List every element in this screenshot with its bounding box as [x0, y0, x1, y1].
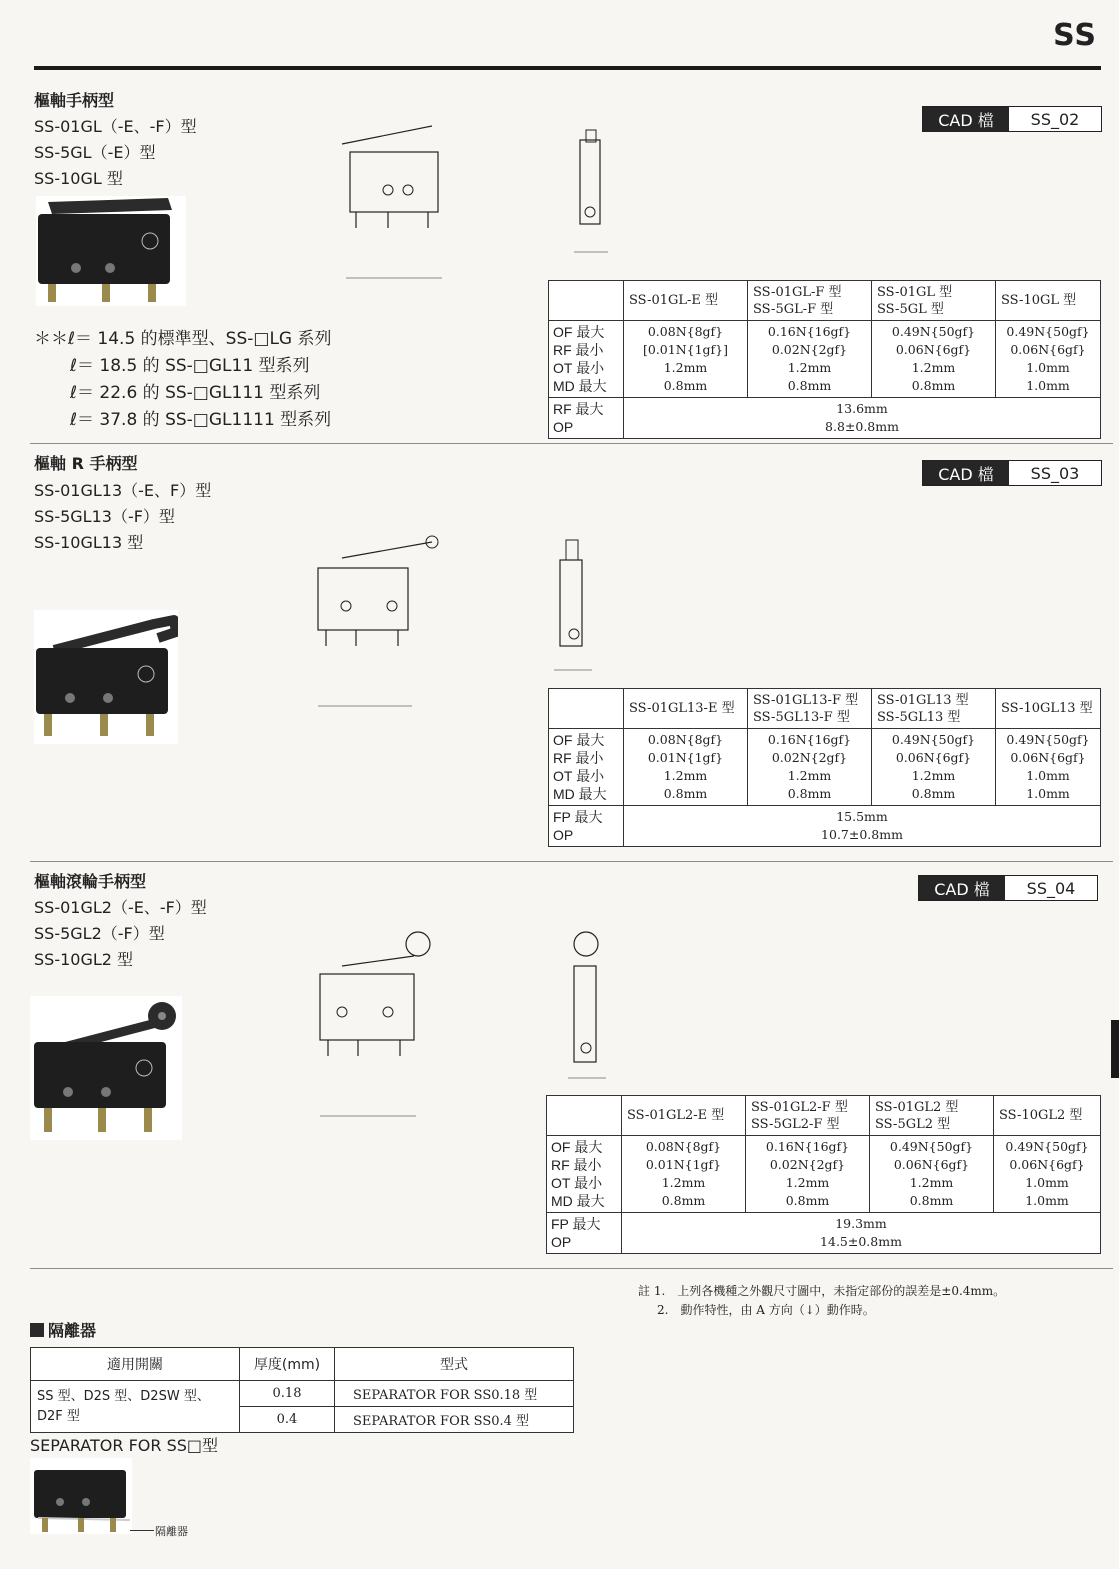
- table-cell: 0.02N{2gf}: [771, 342, 848, 357]
- row-label: RF 最小: [553, 750, 604, 766]
- table-cell: 0.08N{8gf}: [645, 1139, 722, 1154]
- model-name: SS-10GL 型: [34, 169, 123, 188]
- column-header: SS-01GL13 型 SS-5GL13 型: [872, 689, 996, 729]
- column-header: SS-10GL2 型: [994, 1096, 1101, 1136]
- cad-code: SS_04: [1026, 878, 1076, 898]
- dimension-drawing: [222, 510, 482, 720]
- separator-title-text: 隔離器: [48, 1321, 97, 1340]
- page-code: SS: [1053, 18, 1097, 53]
- table-cell: SEPARATOR FOR SS0.4 型: [335, 1407, 574, 1433]
- table-cell: 0.8mm: [661, 1193, 706, 1208]
- separator-table: [30, 1347, 574, 1433]
- section-divider: [30, 443, 1113, 444]
- section-divider: [30, 1268, 1113, 1269]
- table-cell: 0.8mm: [785, 1193, 830, 1208]
- row-label: RF 最小: [553, 342, 604, 358]
- model-name: SS-01GL2（-E、-F）型: [34, 898, 207, 917]
- footnote-line: 2. 動作特性，由 A 方向（↓）動作時。: [657, 1303, 875, 1317]
- table-cell: 1.0mm: [1026, 786, 1070, 801]
- table-cell: 0.4: [240, 1407, 335, 1433]
- dimension-drawing: [246, 102, 466, 302]
- row-label: MD 最大: [551, 1193, 605, 1209]
- footnote-line: 註 1. 上列各機種之外觀尺寸圖中，未指定部份的誤差是±0.4mm。: [638, 1284, 1006, 1298]
- table-cell: 1.2mm: [911, 360, 956, 375]
- separator-callout: 隔離器: [155, 1525, 188, 1538]
- row-label: OP: [551, 1234, 572, 1250]
- column-header: SS-01GL13-E 型: [624, 689, 748, 729]
- table-cell: 0.49N{50gf}: [1006, 732, 1090, 747]
- table-cell: 0.01N{1gf}: [647, 750, 724, 765]
- cad-code: SS_02: [1030, 109, 1080, 129]
- table-cell: 0.18: [240, 1381, 335, 1407]
- product-photo: [34, 610, 178, 744]
- column-header: SS-01GL-E 型: [624, 281, 748, 321]
- table-cell: SEPARATOR FOR SS0.18 型: [335, 1381, 574, 1407]
- table-cell: [0.01N{1gf}]: [642, 342, 728, 357]
- product-photo: [30, 996, 182, 1140]
- table-cell: 0.06N{6gf}: [895, 750, 972, 765]
- table-cell: 0.16N{16gf}: [767, 324, 852, 339]
- spec-table: [548, 280, 1101, 439]
- note-line: ℓ＝ 22.6 的 SS-□GL111 型系列: [70, 383, 321, 403]
- model-name: SS-10GL2 型: [34, 950, 134, 969]
- model-name: SS-5GL（-E）型: [34, 143, 156, 162]
- square-bullet-icon: [30, 1323, 44, 1337]
- section-divider: [30, 861, 1113, 862]
- table-cell: 0.8mm: [787, 378, 832, 393]
- note-line: ℓ＝ 37.8 的 SS-□GL1111 型系列: [70, 410, 332, 430]
- table-cell: 0.8mm: [911, 378, 956, 393]
- spec-table: [548, 688, 1101, 847]
- table-cell: 1.0mm: [1026, 378, 1070, 393]
- column-header: SS-10GL 型: [996, 281, 1101, 321]
- table-cell: 0.16N{16gf}: [767, 732, 852, 747]
- column-header: SS-01GL2 型 SS-5GL2 型: [870, 1096, 994, 1136]
- row-label: OF 最大: [553, 732, 605, 748]
- table-cell: 0.8mm: [663, 786, 708, 801]
- table-cell: 0.06N{6gf}: [895, 342, 972, 357]
- model-list: [34, 895, 207, 973]
- model-name: SS-10GL13 型: [34, 533, 144, 552]
- section-title: 樞軸手柄型: [34, 91, 115, 110]
- model-name: SS-5GL13（-F）型: [34, 507, 175, 526]
- table-cell: 0.8mm: [911, 786, 956, 801]
- table-cell: SS 型、D2S 型、D2SW 型、D2F 型: [31, 1381, 240, 1433]
- cad-label: CAD 檔: [923, 107, 1009, 131]
- footnotes: [638, 1282, 1005, 1320]
- section-title: 樞軸 R 手柄型: [34, 454, 138, 473]
- column-header: SS-01GL2-E 型: [622, 1096, 746, 1136]
- column-header: 型式: [335, 1348, 574, 1381]
- section-title: 樞軸滾輪手柄型: [34, 872, 147, 891]
- table-cell: 8.8±0.8mm: [825, 419, 899, 434]
- table-cell: 0.06N{6gf}: [1009, 1157, 1085, 1172]
- note-line: ℓ＝ 18.5 的 SS-□GL11 型系列: [70, 356, 310, 376]
- table-cell: 1.0mm: [1026, 360, 1070, 375]
- table-cell: 0.06N{6gf}: [1010, 750, 1086, 765]
- column-header: SS-01GL 型 SS-5GL 型: [872, 281, 996, 321]
- side-view-drawing: [562, 108, 642, 268]
- table-cell: 1.2mm: [909, 1175, 954, 1190]
- table-cell: 0.8mm: [909, 1193, 954, 1208]
- table-cell: 0.02N{2gf}: [769, 1157, 846, 1172]
- table-cell: 0.49N{50gf}: [891, 732, 976, 747]
- column-header: SS-10GL13 型: [996, 689, 1101, 729]
- table-cell: 0.8mm: [663, 378, 708, 393]
- row-label: OF 最大: [551, 1139, 603, 1155]
- cad-file-badge[interactable]: [918, 875, 1098, 901]
- table-cell: 1.0mm: [1025, 1175, 1069, 1190]
- table-cell: 1.2mm: [787, 360, 832, 375]
- lever-notes: [34, 326, 332, 434]
- table-cell: 1.2mm: [785, 1175, 830, 1190]
- column-header: SS-01GL2-F 型 SS-5GL2-F 型: [746, 1096, 870, 1136]
- row-label: OP: [553, 827, 574, 843]
- edge-tab: [1111, 1020, 1119, 1078]
- row-label: RF 最小: [551, 1157, 602, 1173]
- table-cell: 1.2mm: [663, 768, 708, 783]
- model-list: [34, 478, 211, 556]
- table-cell: 0.02N{2gf}: [771, 750, 848, 765]
- table-cell: 0.49N{50gf}: [1006, 324, 1090, 339]
- table-cell: 1.2mm: [661, 1175, 706, 1190]
- side-view-drawing: [548, 520, 628, 680]
- separator-photo: [30, 1458, 132, 1534]
- row-label: MD 最大: [553, 786, 607, 802]
- table-cell: 0.06N{6gf}: [1010, 342, 1086, 357]
- model-name: SS-5GL2（-F）型: [34, 924, 165, 943]
- row-label: OF 最大: [553, 324, 605, 340]
- dimension-drawing: [224, 890, 504, 1160]
- cad-file-badge[interactable]: [922, 106, 1102, 132]
- row-label: OT 最小: [551, 1175, 603, 1191]
- table-cell: 0.49N{50gf}: [1005, 1139, 1089, 1154]
- table-cell: 1.2mm: [911, 768, 956, 783]
- column-header: SS-01GL13-F 型 SS-5GL13-F 型: [748, 689, 872, 729]
- table-cell: 0.01N{1gf}: [645, 1157, 722, 1172]
- table-cell: 15.5mm: [836, 809, 888, 824]
- cad-label: CAD 檔: [923, 461, 1009, 485]
- row-label: FP 最大: [551, 1216, 601, 1232]
- table-cell: 1.0mm: [1025, 1193, 1069, 1208]
- model-list: [34, 114, 197, 192]
- separator-title: [30, 1318, 96, 1341]
- table-cell: 0.08N{8gf}: [647, 732, 724, 747]
- spec-table: [546, 1095, 1101, 1254]
- table-cell: 14.5±0.8mm: [820, 1234, 902, 1249]
- row-label: OP: [553, 419, 574, 435]
- row-label: OT 最小: [553, 768, 605, 784]
- column-header: SS-01GL-F 型 SS-5GL-F 型: [748, 281, 872, 321]
- table-cell: 0.08N{8gf}: [647, 324, 724, 339]
- row-label: RF 最大: [553, 401, 604, 417]
- model-name: SS-01GL13（-E、F）型: [34, 481, 212, 500]
- separator-model-title: SEPARATOR FOR SS□型: [30, 1436, 219, 1455]
- table-cell: 1.0mm: [1026, 768, 1070, 783]
- table-cell: 1.2mm: [663, 360, 708, 375]
- table-cell: 0.8mm: [787, 786, 832, 801]
- note-line: ＊＊ℓ＝ 14.5 的標準型、SS-□LG 系列: [34, 329, 332, 349]
- column-header: 適用開關: [31, 1348, 240, 1381]
- side-view-drawing: [560, 920, 640, 1090]
- table-cell: 10.7±0.8mm: [821, 827, 903, 842]
- callout-line: [130, 1530, 154, 1531]
- row-label: FP 最大: [553, 809, 603, 825]
- table-cell: 0.06N{6gf}: [893, 1157, 970, 1172]
- table-cell: 0.16N{16gf}: [765, 1139, 850, 1154]
- cad-label: CAD 檔: [919, 876, 1005, 900]
- row-label: OT 最小: [553, 360, 605, 376]
- table-cell: 13.6mm: [836, 401, 888, 416]
- header-rule: [34, 66, 1101, 70]
- table-cell: 1.2mm: [787, 768, 832, 783]
- cad-code: SS_03: [1030, 463, 1080, 483]
- model-name: SS-01GL（-E、-F）型: [34, 117, 197, 136]
- table-cell: 0.49N{50gf}: [889, 1139, 974, 1154]
- cad-file-badge[interactable]: [922, 460, 1102, 486]
- table-cell: 19.3mm: [835, 1216, 887, 1231]
- table-cell: 0.49N{50gf}: [891, 324, 976, 339]
- row-label: MD 最大: [553, 378, 607, 394]
- product-photo: [36, 196, 186, 306]
- column-header: 厚度(mm): [240, 1348, 335, 1381]
